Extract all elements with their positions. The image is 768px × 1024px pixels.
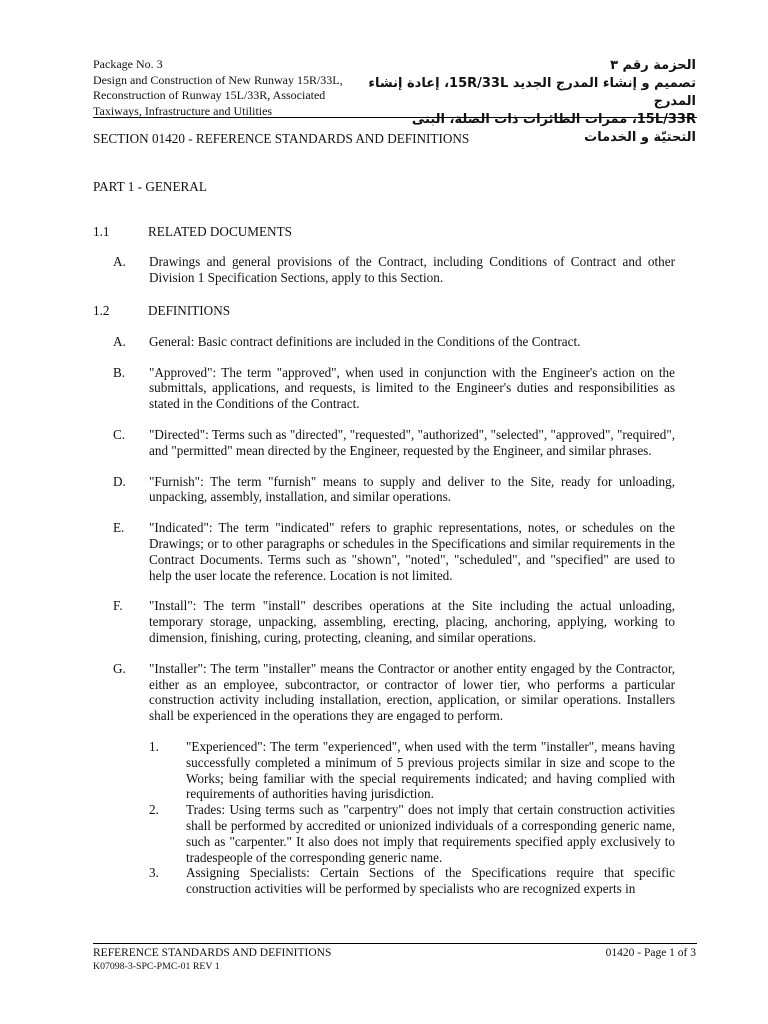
paragraph [93, 520, 675, 583]
article-number: 1.1 [93, 223, 110, 239]
footer-left [93, 947, 331, 973]
paragraph-letter: D. [113, 473, 126, 489]
subparagraph [149, 739, 675, 802]
subparagraph-text: "Experienced": The term "experienced", when used with the term "installer", means having successfully completed a minimum of 5 previous projects similar in size and scope to the Works; being familiar with the special requirements indicated; and having complied with requirements of authorities having jurisdiction. [186, 738, 675, 802]
header-left-line: Package No. 3 [93, 57, 163, 71]
paragraph [93, 661, 675, 724]
paragraph-letter: G. [113, 660, 126, 676]
paragraph [93, 254, 675, 286]
paragraph-letter: A. [113, 254, 126, 270]
paragraph-text: Drawings and general provisions of the Contract, including Conditions of Contract and other Division 1 Specification Sections, apply to this Section. [149, 254, 675, 286]
article-number: 1.2 [93, 302, 110, 318]
header-left-line: Reconstruction of Runway 15L/33R, Associated [93, 88, 326, 102]
paragraph [93, 365, 675, 412]
paragraph-text: "Directed": Terms such as "directed", "requested", "authorized", "selected", "approved", "required", and "permitted" mean directed by the Engineer, requested by the Engineer, and similar phrases. [149, 426, 675, 458]
paragraph-text: General: Basic contract definitions are included in the Conditions of the Contract. [149, 333, 581, 349]
article-title: DEFINITIONS [148, 302, 231, 318]
subparagraph-number: 3. [149, 865, 159, 881]
paragraph-text: "Installer": The term "installer" means the Contractor or another entity engaged by the Contractor, either as an employee, subcontractor, or contractor of lower tier, who performs a particular construction activity including installation, erection, application, or similar operations. Installers shall be experienced in the operations they are engaged to perform. [149, 660, 675, 724]
header-right-line: الحزمة رقم ٣ [610, 58, 696, 73]
header-divider [93, 117, 697, 118]
paragraph [93, 474, 675, 506]
header-left-line: Design and Construction of New Runway 15R/33L, [93, 72, 343, 87]
footer-divider [93, 943, 697, 944]
document-body [93, 131, 675, 897]
footer-title: REFERENCE STANDARDS AND DEFINITIONS [93, 947, 332, 959]
paragraph-text: "Approved": The term "approved", when used in conjunction with the Engineer's action on the submittals, applications, and requests, is limited to the Engineer's duties and responsibilities as stated in the Conditions of the Contract. [149, 364, 675, 412]
subparagraph-number: 1. [149, 738, 159, 754]
footer-document-code: K07098-3-SPC-PMC-01 REV 1 [93, 961, 220, 972]
paragraph [93, 334, 675, 350]
header-right-line: تصميم و إنشاء المدرج الجديد 15R/33L، إعادة إنشاء المدرج [368, 76, 696, 109]
subparagraph [149, 802, 675, 865]
paragraph-letter: E. [113, 520, 125, 536]
subparagraph-text: Assigning Specialists: Certain Sections of the Specifications require that specific construction activities will be performed by specialists who are recognized experts in [186, 865, 675, 897]
article-title: RELATED DOCUMENTS [148, 223, 292, 239]
paragraph-letter: C. [113, 426, 126, 442]
footer-page-number: 01420 - Page 1 of 3 [605, 947, 696, 959]
paragraph-text: "Install": The term "install" describes operations at the Site including the actual unloading, temporary storage, unpacking, assembling, erecting, placing, anchoring, applying, working to dimension, finishing, curing, protecting, cleaning, and similar operations. [149, 598, 675, 645]
paragraph-text: "Indicated": The term "indicated" refers to graphic representations, notes, or schedules on the Drawings; or to other paragraphs or schedules in the Specifications and similar requirements in the Contract Documents. Terms such as "shown", "noted", "scheduled", and "specified" are used to help the user locate the reference. Location is not limited. [149, 520, 675, 583]
article-heading [93, 303, 675, 319]
subparagraph-number: 2. [149, 802, 159, 818]
section-title: SECTION 01420 - REFERENCE STANDARDS AND DEFINITIONS [93, 131, 470, 146]
article-heading [93, 224, 675, 240]
paragraph-letter: B. [113, 364, 126, 380]
paragraph-letter: F. [113, 598, 123, 614]
header-left [93, 57, 383, 119]
paragraph-text: "Furnish": The term "furnish" means to supply and deliver to the Site, ready for unloading, unpacking, assembly, installation, and similar operations. [149, 473, 675, 505]
paragraph [93, 598, 675, 645]
part-title: PART 1 - GENERAL [93, 178, 207, 194]
paragraph-letter: A. [113, 333, 126, 349]
header-right-line: 15L/33R، ممرات الطائرات ذات الصلة، البنى التحتيّة و الخدمات [411, 112, 696, 145]
subparagraph-text: Trades: Using terms such as "carpentry" does not imply that certain construction activities shall be performed by accredited or unionized individuals of a corresponding generic name, such as "carpenter." It also does not imply that requirements specified apply exclusively to tradespeople of the corresponding generic name. [186, 802, 675, 865]
header-left-line: Taxiways, Infrastructure and Utilities [93, 103, 273, 118]
subparagraph [149, 865, 675, 897]
paragraph [93, 427, 675, 459]
